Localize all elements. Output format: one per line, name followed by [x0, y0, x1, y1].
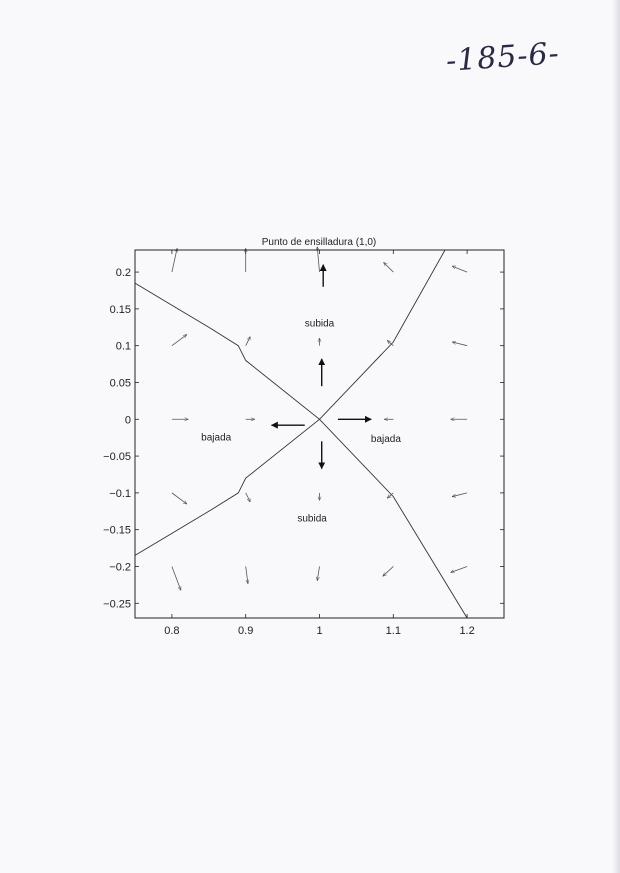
eigen-direction-arrows — [272, 265, 372, 469]
x-tick-label: 0.8 — [164, 625, 180, 637]
field-arrow — [172, 566, 181, 590]
field-arrow — [452, 493, 467, 497]
y-tick-label: 0.1 — [115, 340, 131, 353]
field-arrow — [246, 566, 248, 583]
y-tick-label: −0.2 — [109, 561, 131, 574]
y-tick-label: −0.25 — [103, 598, 131, 611]
plot-frame — [135, 250, 504, 618]
y-tick-label: 0.2 — [115, 267, 131, 280]
field-arrow — [172, 335, 187, 346]
field-arrow — [246, 493, 250, 502]
field-arrow — [451, 566, 467, 572]
annotation-label: subida — [304, 318, 335, 330]
y-tick-label: −0.15 — [103, 524, 131, 537]
annotation-group — [201, 319, 401, 525]
field-arrow — [384, 263, 394, 273]
annotation-label: subida — [297, 513, 327, 525]
field-arrow — [246, 337, 250, 346]
field-arrow — [317, 566, 319, 580]
field-arrow — [452, 266, 467, 272]
annotation-label: bajada — [201, 432, 232, 444]
x-tick-label: 1.1 — [385, 625, 401, 637]
y-tick-label: −0.1 — [109, 487, 131, 500]
y-tick-label: 0.05 — [109, 377, 131, 390]
annotation-label: bajada — [370, 434, 401, 446]
y-tick-label: −0.05 — [103, 451, 131, 464]
handwritten-page-number: -185-6- — [444, 36, 561, 79]
chart-title: Punto de ensilladura (1,0) — [261, 237, 377, 248]
field-arrow — [452, 342, 467, 346]
x-tick-label: 1.2 — [459, 625, 475, 637]
y-tick-label: 0 — [124, 414, 131, 427]
field-arrow — [172, 493, 187, 504]
field-arrow — [172, 249, 177, 273]
direction-field — [172, 247, 467, 590]
field-arrow — [383, 566, 393, 576]
y-tick-label: 0.15 — [109, 303, 131, 316]
x-tick-label: 1 — [316, 625, 323, 637]
separatrix-group — [135, 250, 467, 618]
separatrix-curve-1 — [135, 250, 445, 555]
x-tick-label: 0.9 — [238, 625, 254, 637]
separatrix-curve-2 — [135, 283, 467, 618]
